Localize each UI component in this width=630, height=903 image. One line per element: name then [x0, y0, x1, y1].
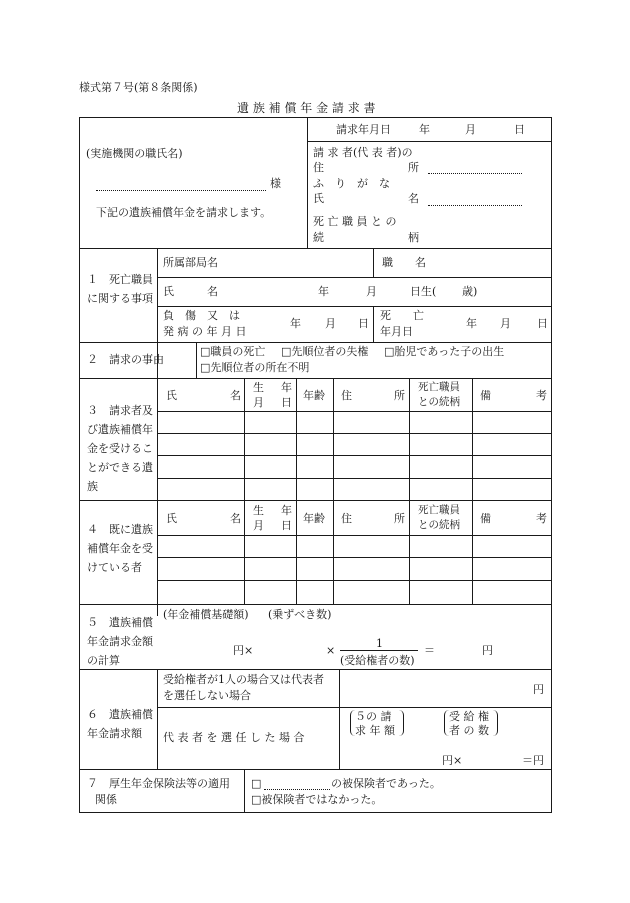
basic-yen-x: 円×: [233, 644, 254, 657]
agency-name-field[interactable]: [96, 190, 266, 191]
s3-end-line: [79, 500, 552, 501]
s4-col-note-b: 考: [536, 512, 547, 525]
insured-checkbox[interactable]: □: [251, 777, 262, 790]
s3-col-c: [333, 378, 334, 500]
single-holder-a: 受給権者が1人の場合又は代表者: [163, 673, 324, 686]
claimant-label: 請 求 者(代 表 者)の: [313, 146, 413, 159]
reason-missing-checkbox[interactable]: □先順位者の所在不明: [200, 361, 310, 374]
section1-label: １ 死亡職員に関する事項: [87, 273, 153, 305]
result-yen: 円: [482, 644, 493, 657]
s1-death-divider: [373, 306, 374, 342]
rep-yen-x: 円×: [442, 754, 463, 767]
single-yen: 円: [533, 683, 544, 696]
s4-col-name-b: 名: [230, 512, 241, 525]
relation-label-b2: 柄: [408, 231, 419, 244]
s4-col-name-a: 氏: [166, 512, 177, 525]
s4-row-line-1: [157, 557, 552, 558]
form-number: 様式第７号(第８条関係): [79, 81, 198, 94]
s3-col-note-a: 備: [480, 389, 491, 402]
form-title: 遺 族 補 償 年 金 請 求 書: [237, 101, 376, 115]
injury-label-a: 負 傷 又 は: [163, 309, 240, 322]
not-insured-checkbox[interactable]: □被保険者ではなかった。: [251, 793, 383, 806]
name-label-a: 氏: [313, 192, 324, 205]
s3-col-note-b: 考: [536, 389, 547, 402]
s5-end-line: [79, 669, 552, 670]
s3-col-rel-a: 死亡職員: [418, 381, 460, 393]
injury-day: 日: [358, 317, 369, 330]
s3-col-name-b: 名: [230, 389, 241, 402]
s3-col-rel-b: との続柄: [418, 396, 460, 408]
s4-col-rel-a: 死亡職員: [418, 504, 460, 516]
s4-col-birth-a2: 年: [281, 504, 292, 517]
s4-col-addr-a: 住: [341, 512, 352, 525]
s3-row-line-2: [157, 455, 552, 456]
equals-sign: ＝: [424, 644, 435, 657]
birth-day-label: 日生(: [410, 285, 437, 298]
deceased-name-label: 氏 名: [163, 285, 218, 298]
dept-label: 所属部局名: [163, 256, 218, 269]
name-label-b: 名: [408, 192, 419, 205]
basic-amount-label: (年金補償基礎額): [163, 608, 249, 621]
injury-year: 年: [290, 317, 301, 330]
form-border-right: [551, 117, 552, 813]
injury-label-b: 発 病 の 年 月 日: [163, 325, 247, 338]
s3-row-line-3: [157, 478, 552, 479]
furigana-label: ふ り が な: [313, 177, 390, 190]
s4-col-rel-b: との続柄: [418, 519, 460, 531]
s7-divider: [244, 769, 245, 813]
injury-month: 月: [325, 317, 336, 330]
s4-col-d: [409, 500, 410, 604]
s1-dept-divider: [373, 248, 374, 277]
agency-label: (実施機関の職氏名): [86, 147, 183, 160]
death-year: 年: [466, 317, 477, 330]
s4-header-line: [157, 535, 552, 536]
death-month: 月: [500, 317, 511, 330]
s3-col-a: [244, 378, 245, 500]
holder-count-b: 者 の 数: [449, 724, 489, 737]
section6-label: ６ 遺族補償年金請求額: [87, 708, 153, 740]
claim-amount-b: 求 年 額: [355, 724, 395, 737]
section7-label-b: 関係: [95, 793, 117, 806]
s4-col-a: [244, 500, 245, 604]
s3-header-line: [157, 411, 552, 412]
s4-end-line: [79, 604, 552, 605]
birth-month-label: 月: [366, 285, 377, 298]
s4-col-c: [333, 500, 334, 604]
death-label-b: 年月日: [380, 325, 413, 338]
claim-amount-a: ５の 請: [355, 710, 392, 723]
sama-label: 様: [270, 177, 281, 190]
s1-row1-line: [157, 277, 552, 278]
section7-label-a: ７ 厚生年金保険法等の適用: [87, 777, 230, 790]
s6-mid-line: [157, 707, 552, 708]
fraction-denominator: (受給権者の数): [340, 654, 415, 667]
form-border-left: [79, 117, 80, 813]
label-column-divider: [157, 248, 158, 616]
s4-col-addr-b: 所: [394, 512, 405, 525]
reason-forfeit-checkbox[interactable]: □先順位者の失権: [281, 345, 369, 358]
s6-end-line: [79, 769, 552, 770]
s3-col-age: 年齢: [303, 389, 325, 402]
s3-col-birth-a1: 生: [253, 381, 264, 394]
fraction-bar: [340, 650, 418, 651]
s4-col-note-a: 備: [480, 512, 491, 525]
fraction-numerator: 1: [376, 637, 383, 650]
s3-col-birth-b2: 日: [281, 396, 292, 409]
reason-birth-checkbox[interactable]: □胎児であった子の出生: [384, 345, 505, 358]
death-label-a: 死 亡: [380, 309, 424, 322]
s1-end-line: [79, 342, 552, 343]
rep-eq-yen: ＝円: [522, 754, 544, 767]
claimant-name-field[interactable]: [428, 205, 522, 206]
s2-end-line: [79, 378, 552, 379]
address-label-b: 所: [408, 161, 419, 174]
section3-label: ３ 請求者及び遺族補償年金を受けることができる遺族: [87, 404, 153, 493]
s4-col-birth-a1: 生: [253, 504, 264, 517]
s4-row-line-2: [157, 580, 552, 581]
post-label: 職 名: [382, 256, 426, 269]
s4-col-birth-b1: 月: [253, 519, 264, 532]
times-sign: ×: [326, 644, 336, 657]
age-label: 歳): [462, 285, 478, 298]
s3-col-d: [409, 378, 410, 500]
s3-col-name-a: 氏: [166, 389, 177, 402]
request-month: 月: [465, 123, 476, 136]
top-date-line: [307, 141, 552, 142]
form-border-bottom: [79, 812, 552, 813]
request-year: 年: [419, 123, 430, 136]
representative-label: 代 表 者 を 選 任 し た 場 合: [163, 731, 305, 744]
section4-label: ４ 既に遺族補償年金を受けている者: [87, 523, 153, 574]
s4-col-age: 年齢: [303, 512, 325, 525]
relation-label-b1: 続: [313, 231, 324, 244]
insured-text: の被保険者であった。: [331, 777, 441, 790]
s4-col-e: [472, 500, 473, 604]
s3-col-addr-b: 所: [394, 389, 405, 402]
s4-col-b: [296, 500, 297, 604]
request-date-label: 請求年月日: [336, 123, 391, 136]
s3-row-line-1: [157, 433, 552, 434]
top-divider: [307, 117, 308, 248]
s3-col-addr-a: 住: [341, 389, 352, 402]
request-statement: 下記の遺族補償年金を請求します。: [96, 206, 272, 219]
s3-col-e: [472, 378, 473, 500]
s6-divider: [339, 669, 340, 769]
multiplier-label: (乗ずべき数): [268, 608, 332, 621]
holder-count-a: 受 給 権: [449, 710, 489, 723]
s3-col-birth-a2: 年: [281, 381, 292, 394]
s1-row2-line: [157, 306, 552, 307]
relation-label-a: 死 亡 職 員 と の: [313, 215, 397, 228]
insurance-name-field[interactable]: [264, 789, 330, 790]
s6-label-divider: [157, 669, 158, 769]
s3-col-birth-b1: 月: [253, 396, 264, 409]
s3-col-b: [296, 378, 297, 500]
s4-col-birth-b2: 日: [281, 519, 292, 532]
birth-year-label: 年: [318, 285, 329, 298]
form-border-top: [79, 117, 552, 118]
section5-label: ５ 遺族補償年金請求金額の計算: [87, 616, 153, 667]
s2-divider: [196, 342, 197, 378]
line-top-end: [79, 248, 552, 249]
address-label-a: 住: [313, 161, 324, 174]
address-field[interactable]: [428, 173, 522, 174]
section2-label: ２ 請求の事由: [87, 353, 164, 366]
reason-death-checkbox[interactable]: □職員の死亡: [200, 345, 266, 358]
death-day: 日: [537, 317, 548, 330]
single-holder-b: を選任しない場合: [163, 689, 251, 702]
request-day: 日: [514, 123, 525, 136]
